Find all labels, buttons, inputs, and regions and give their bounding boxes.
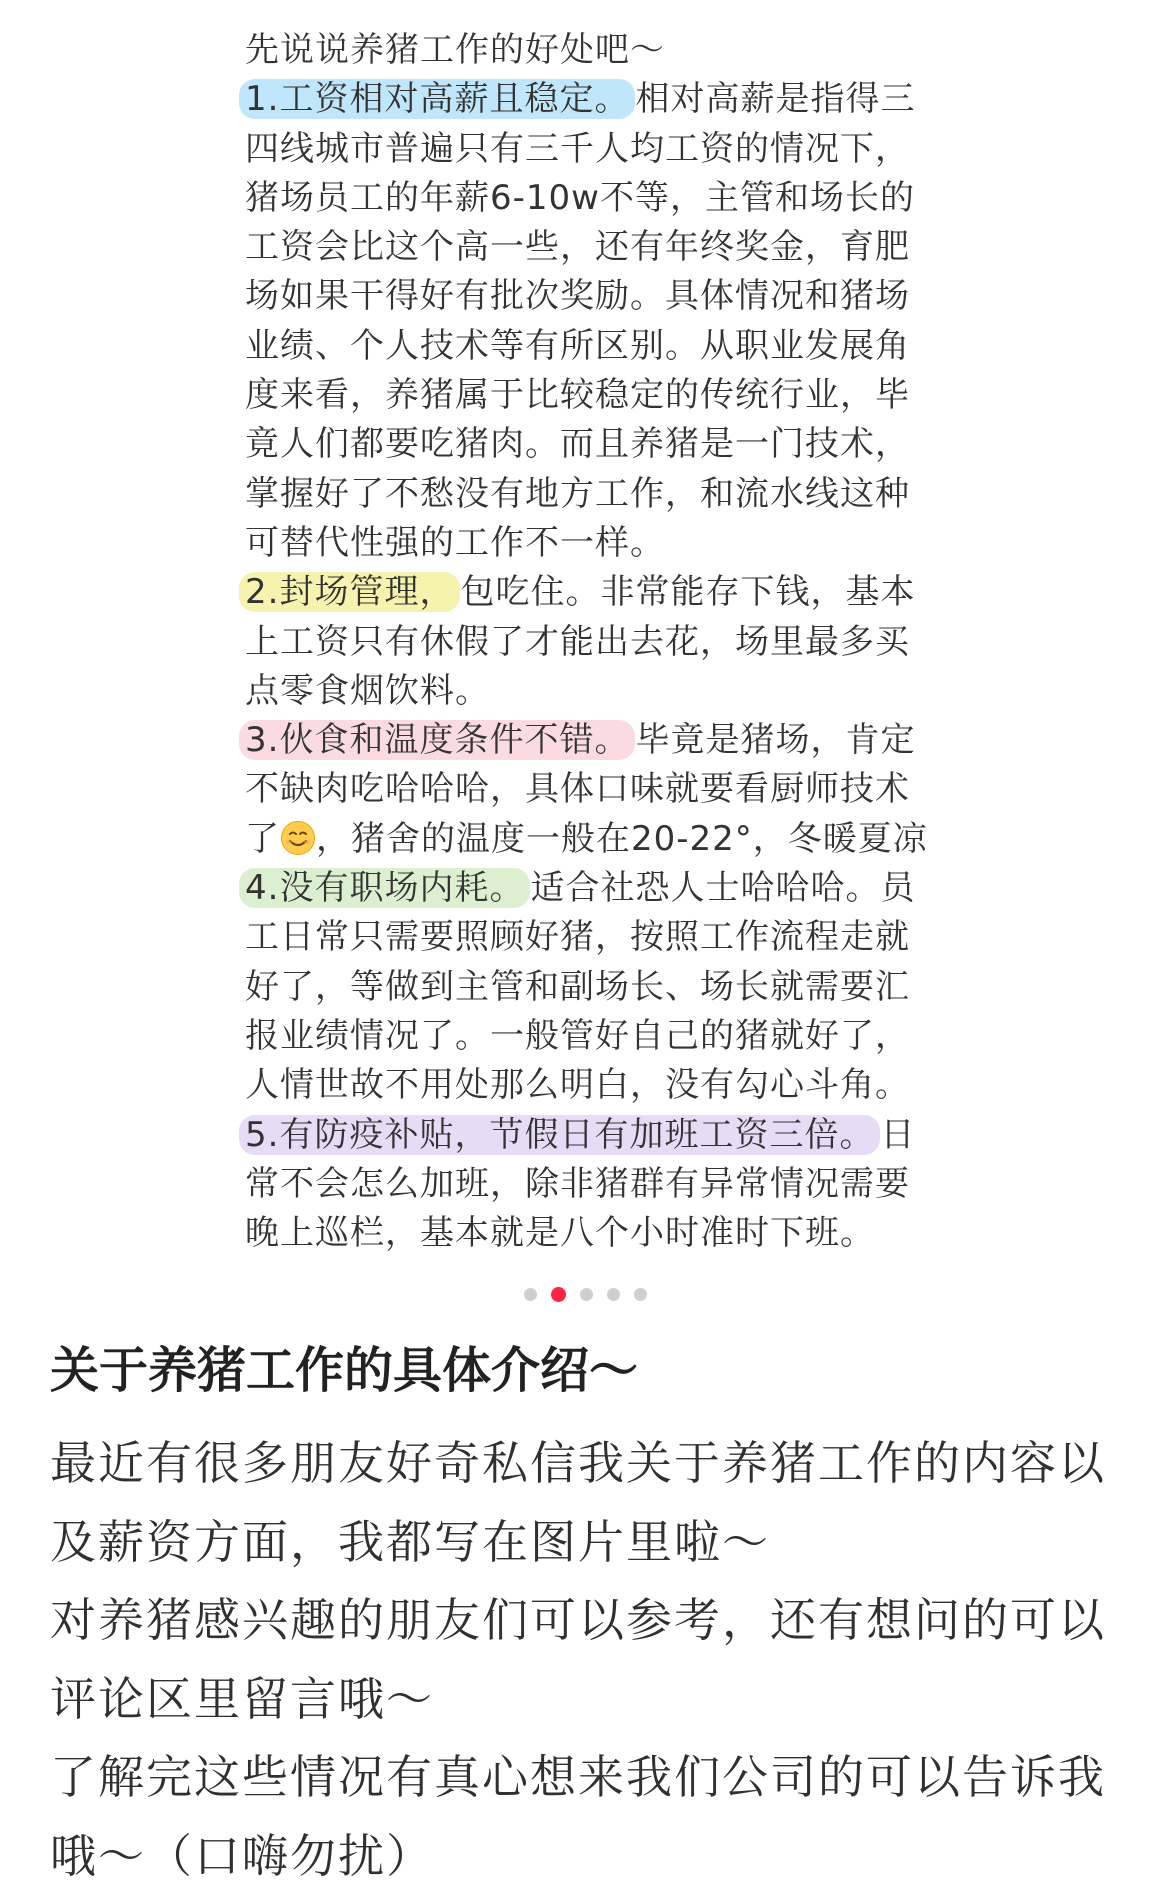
post-body: [50, 1424, 1130, 1895]
point-2-text: 包吃住。非常能存下钱，基本上工资只有休假了才能出去花，场里最多买点零食烟饮料。: [245, 572, 916, 711]
note-text: [245, 26, 935, 1258]
post-content: [50, 1340, 1130, 1895]
carousel-dot[interactable]: [524, 1288, 537, 1301]
carousel-dot[interactable]: [607, 1288, 620, 1301]
highlight-point-3: 3.伙食和温度条件不错。: [239, 720, 635, 760]
carousel-dot[interactable]: [580, 1288, 593, 1301]
note-point-4: [245, 864, 935, 1110]
highlight-point-2: 2.封场管理，: [239, 572, 460, 612]
note-intro: 先说说养猪工作的好处吧～: [245, 30, 665, 70]
post-title: 关于养猪工作的具体介绍～: [50, 1342, 639, 1399]
note-point-3: [245, 716, 935, 864]
note-point-1: [245, 75, 935, 568]
point-3-text-after-emoji: ，猪舍的温度一般在20-22°，冬暖夏凉: [316, 818, 928, 859]
point-3-text: 毕竟是猪场，肯定不缺肉吃哈哈哈，具体口味就要看厨师技术了: [245, 720, 916, 859]
post-paragraph-2: 对养猪感兴趣的朋友们可以参考，还有想问的可以评论区里留言哦～: [50, 1593, 1106, 1726]
smiling-face-icon: [280, 820, 316, 856]
post-paragraph-3: 了解完这些情况有真心想来我们公司的可以告诉我哦～（口嗨勿扰）: [50, 1750, 1106, 1883]
carousel-indicator[interactable]: [0, 1284, 1170, 1304]
point-4-text: 适合社恐人士哈哈哈。员工日常只需要照顾好猪，按照工作流程走就好了，等做到主管和副场长、场长就需要汇报业绩情况了。一般管好自己的猪就好了，人情世故不用处那么明白，没有勾心斗角。: [245, 868, 916, 1106]
highlight-point-5: 5.有防疫补贴，节假日有加班工资三倍。: [239, 1115, 880, 1155]
highlight-point-1: 1.工资相对高薪且稳定。: [239, 79, 635, 119]
point-1-text: 相对高薪是指得三四线城市普遍只有三千人均工资的情况下，猪场员工的年薪6-10w不等，主管和场长的工资会比这个高一些，还有年终奖金，育肥场如果干得好有批次奖励。具体情况和猪场业绩、个人技术等有所区别。从职业发展角度来看，养猪属于比较稳定的传统行业，毕竟人们都要吃猪肉。而且养猪是一门技术，掌握好了不愁没有地方工作，和流水线这种可替代性强的工作不一样。: [245, 79, 916, 563]
carousel-dot[interactable]: [634, 1288, 647, 1301]
note-point-5: [245, 1111, 935, 1259]
post-paragraph-1: 最近有很多朋友好奇私信我关于养猪工作的内容以及薪资方面，我都写在图片里啦～: [50, 1436, 1106, 1569]
carousel-dot[interactable]: [551, 1287, 566, 1302]
note-point-2: [245, 568, 935, 716]
highlight-point-4: 4.没有职场内耗。: [239, 868, 530, 908]
point-5-text: 日常不会怎么加班，除非猪群有异常情况需要晚上巡栏，基本就是八个小时准时下班。: [245, 1114, 916, 1254]
